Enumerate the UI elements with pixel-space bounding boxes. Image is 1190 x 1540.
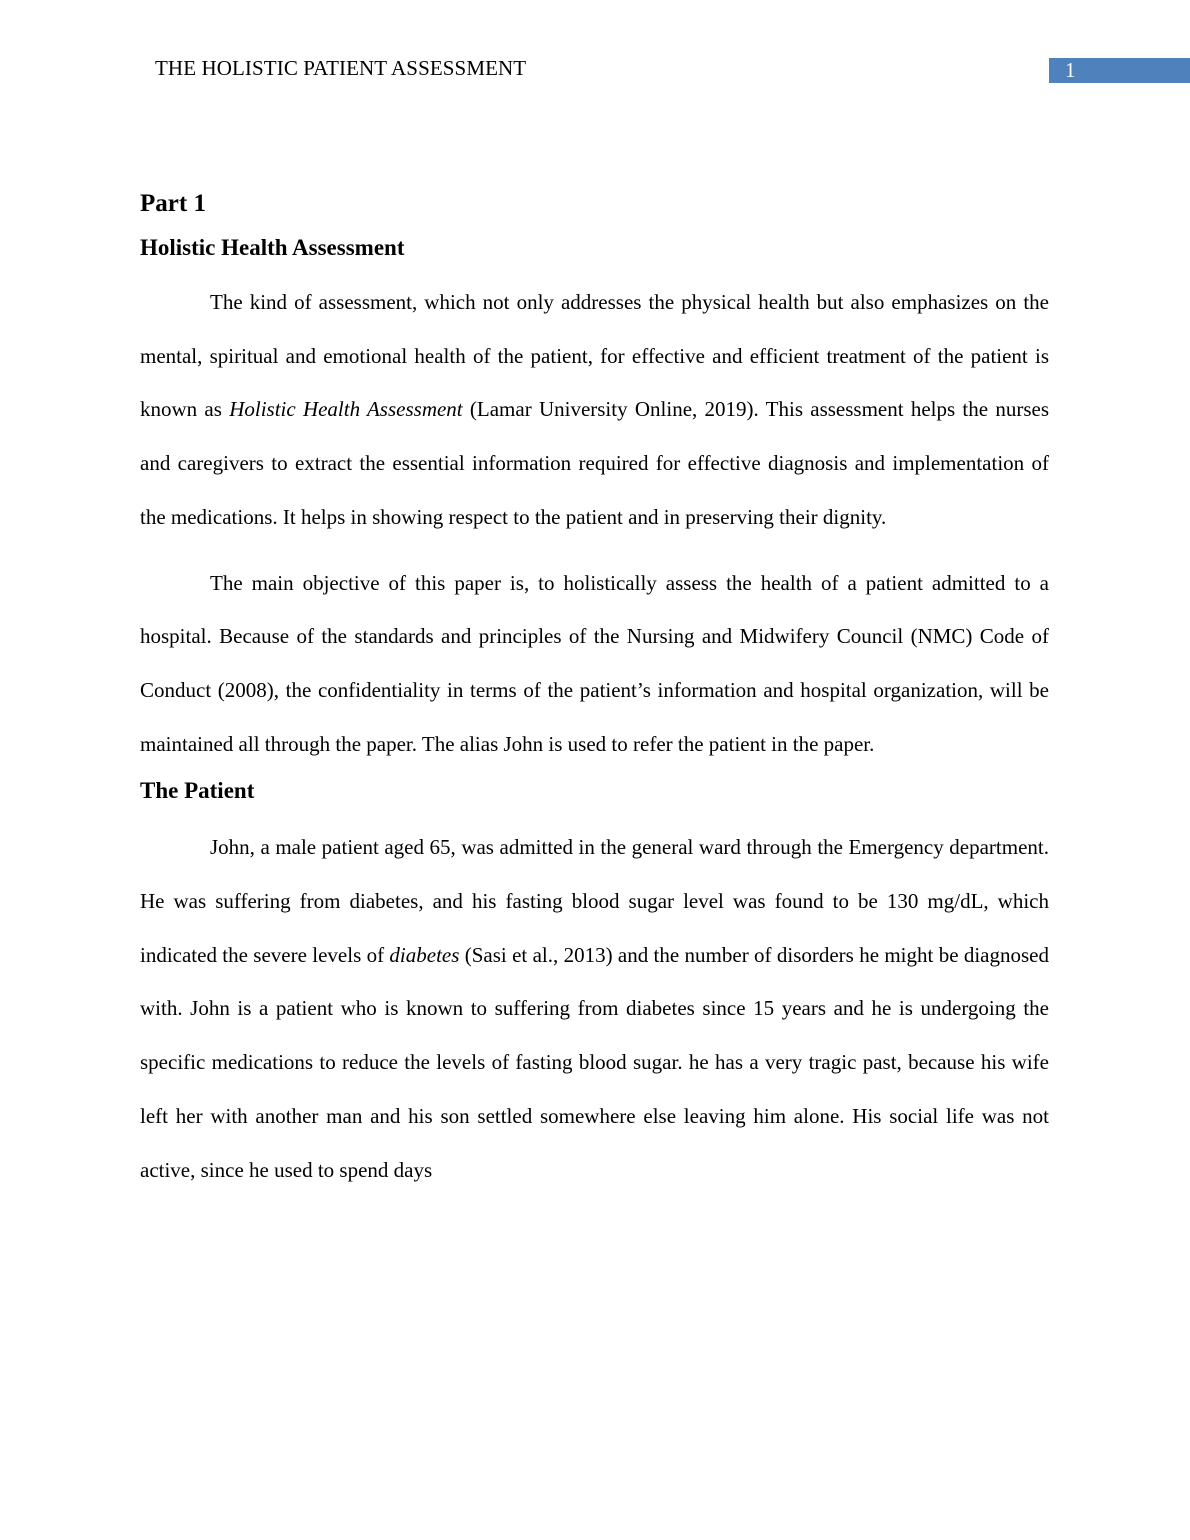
part-title: Part 1 bbox=[140, 190, 206, 217]
paragraph-text: John, a male patient aged 65, was admitted in the general ward through the Emergency department. He was suffering from diabetes, and his fasting blood sugar level was found to be 130 mg/dL, which indicated the severe levels of bbox=[140, 835, 1049, 967]
document-body bbox=[140, 180, 1049, 1197]
paragraph-text: (Sasi et al., 2013) and the number of disorders he might be diagnosed with. John is a patient who is known to suffering from diabetes since 15 years and he is undergoing the specific medications to reduce the levels of fasting blood sugar. he has a very tragic past, because his wife left her with another man and his son settled somewhere else leaving him alone. His social life was not active, since he used to spend days bbox=[140, 942, 1049, 1182]
paragraph-holistic-definition bbox=[140, 276, 1049, 545]
italic-term: diabetes bbox=[389, 942, 460, 967]
page-number: 1 bbox=[1049, 58, 1190, 83]
section-heading-holistic: Holistic Health Assessment bbox=[140, 235, 405, 260]
paragraph-text: (Lamar University Online, 2019). This assessment helps the nurses and caregivers to extract the essential information required for effective diagnosis and implementation of the medications. It helps in showing respect to the patient and in preserving their dignity. bbox=[140, 397, 1049, 529]
paragraph-text: The kind of assessment, which not only addresses the physical health but also emphasizes on the mental, spiritual and emotional health of the patient, for effective and efficient treatment of the patient is known as bbox=[140, 290, 1049, 422]
paragraph-patient-history bbox=[140, 821, 1049, 1197]
running-header: THE HOLISTIC PATIENT ASSESSMENT bbox=[155, 56, 527, 80]
section-heading-patient: The Patient bbox=[140, 778, 255, 804]
paragraph-objective: The main objective of this paper is, to holistically assess the health of a patient admitted to a hospital. Because of the standards and principles of the Nursing and Midwifery Council (NMC) Code of Conduct (2008), the confidentiality in terms of the patient’s information and hospital organization, will be maintained all through the paper. The alias John is used to refer the patient in the paper. bbox=[140, 570, 1049, 756]
italic-term: Holistic Health Assessment bbox=[229, 397, 463, 422]
